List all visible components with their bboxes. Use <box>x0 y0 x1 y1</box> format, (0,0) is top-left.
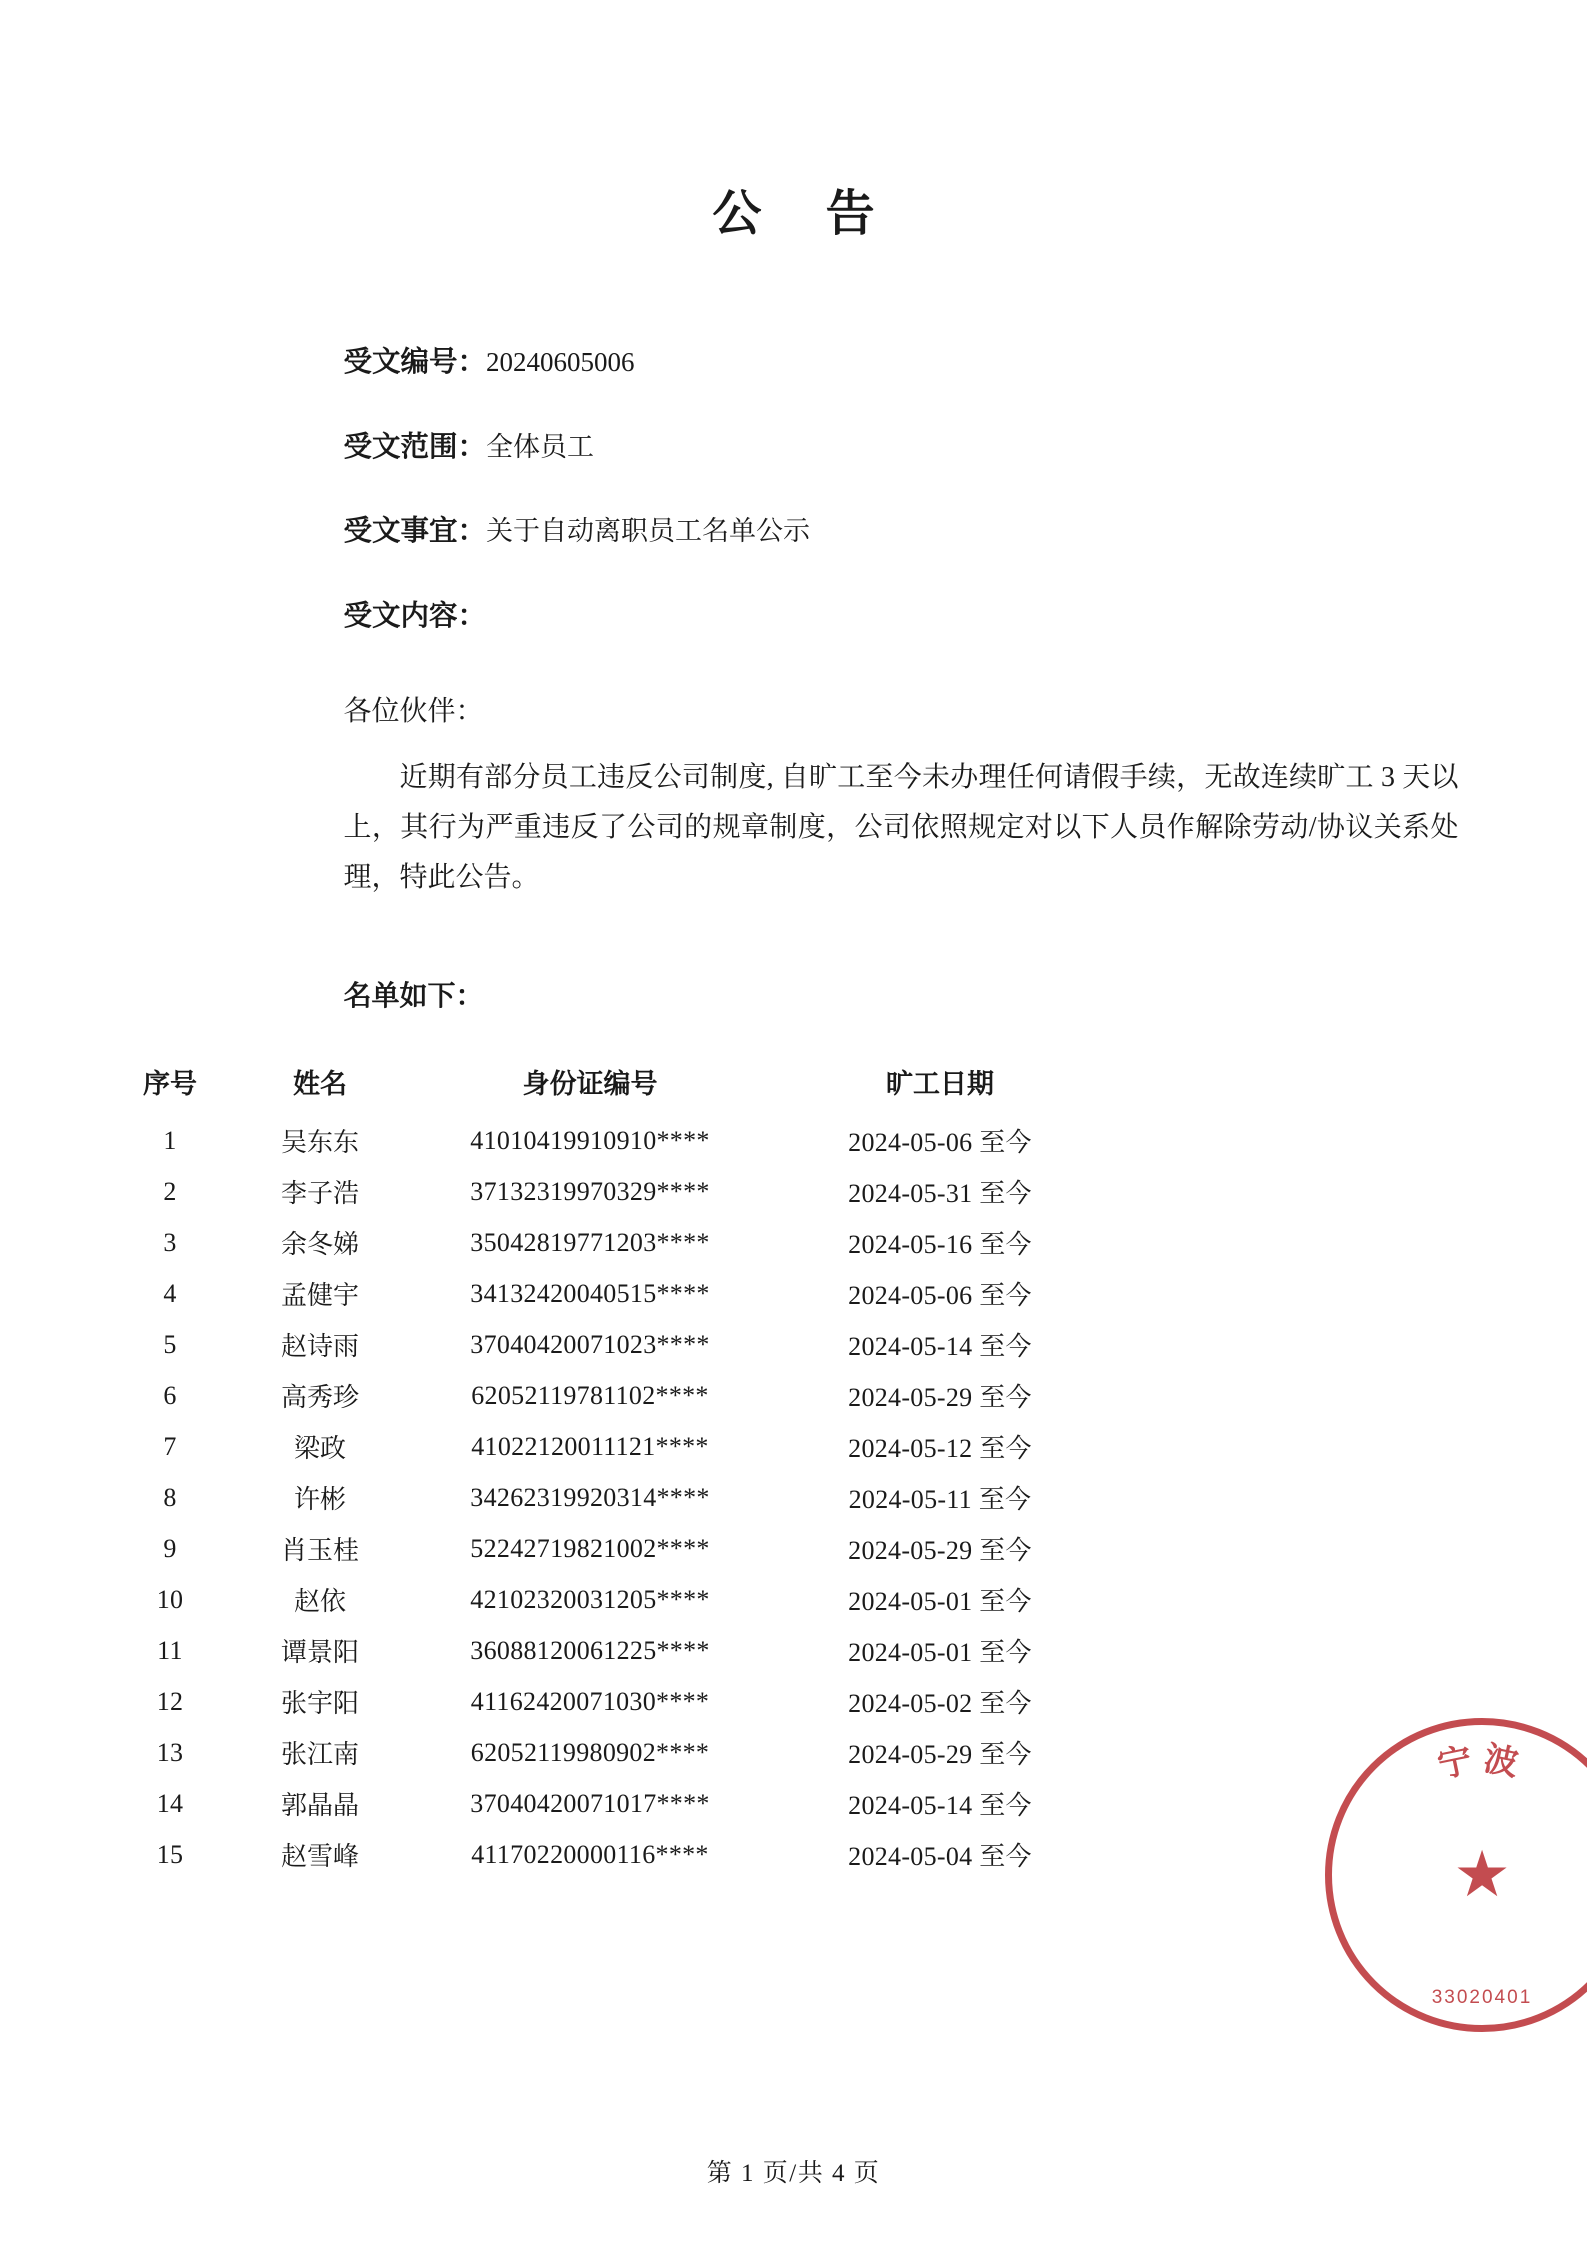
page-title: 公 告 <box>712 186 901 241</box>
cell-name: 张江南 <box>280 1740 359 1770</box>
cell-name: 李子浩 <box>280 1179 359 1209</box>
meta-label-document-number: 受文编号： <box>343 347 487 378</box>
salutation: 各位伙伴： <box>343 696 484 727</box>
svg-text:宁波 <box>1435 1740 1530 1786</box>
cell-index: 8 <box>163 1482 177 1512</box>
cell-id-number: 37040420071017**** <box>470 1788 710 1818</box>
document-body <box>234 347 1459 1014</box>
table-header-absence-date: 旷工日期 <box>886 1069 994 1100</box>
table-row <box>110 1676 1110 1727</box>
table-row <box>110 1166 1110 1217</box>
cell-index: 9 <box>163 1533 177 1563</box>
seal-text: 宁波 <box>1434 1740 1530 1786</box>
cell-absence-date: 2024-05-29 至今 <box>848 1383 1032 1413</box>
cell-index: 3 <box>163 1227 177 1257</box>
announcement-paragraph: 近期有部分员工违反公司制度, 自旷工至今未办理任何请假手续，无故连续旷工 3 天以上，其行为严重违反了公司的规章制度，公司依照规定对以下人员作解除劳动/协议关系处理，特此公告。 <box>343 762 1459 893</box>
table-row <box>110 1421 1110 1472</box>
cell-absence-date: 2024-05-12 至今 <box>848 1434 1032 1464</box>
cell-id-number: 37132319970329**** <box>470 1176 710 1206</box>
employee-table <box>110 1060 1110 1880</box>
company-seal-stamp <box>1325 1718 1587 2032</box>
cell-index: 14 <box>156 1788 184 1818</box>
cell-absence-date: 2024-05-29 至今 <box>848 1740 1032 1770</box>
cell-id-number: 52242719821002**** <box>470 1533 710 1563</box>
table-row <box>110 1472 1110 1523</box>
table-row <box>110 1778 1110 1829</box>
cell-name: 吴东东 <box>280 1128 359 1158</box>
cell-name: 许彬 <box>293 1485 346 1515</box>
cell-id-number: 41022120011121**** <box>471 1431 709 1461</box>
table-row <box>110 1319 1110 1370</box>
cell-absence-date: 2024-05-04 至今 <box>848 1842 1032 1872</box>
cell-name: 谭景阳 <box>280 1638 359 1668</box>
cell-absence-date: 2024-05-01 至今 <box>848 1587 1032 1617</box>
cell-index: 2 <box>163 1176 177 1206</box>
cell-id-number: 34262319920314**** <box>470 1482 710 1512</box>
table-row <box>110 1829 1110 1880</box>
cell-absence-date: 2024-05-06 至今 <box>848 1128 1032 1158</box>
cell-id-number: 41170220000116**** <box>471 1839 709 1869</box>
cell-index: 13 <box>156 1737 184 1767</box>
star-icon: ★ <box>1453 1839 1511 1910</box>
table-row <box>110 1370 1110 1421</box>
cell-absence-date: 2024-05-14 至今 <box>848 1332 1032 1362</box>
cell-index: 4 <box>163 1278 177 1308</box>
cell-index: 7 <box>163 1431 177 1461</box>
cell-id-number: 37040420071023**** <box>470 1329 710 1359</box>
table-row <box>110 1523 1110 1574</box>
cell-absence-date: 2024-05-16 至今 <box>848 1230 1032 1260</box>
table-row <box>110 1574 1110 1625</box>
cell-name: 赵依 <box>293 1587 346 1617</box>
cell-id-number: 41162420071030**** <box>470 1686 710 1716</box>
cell-absence-date: 2024-05-06 至今 <box>848 1281 1032 1311</box>
cell-absence-date: 2024-05-14 至今 <box>848 1791 1032 1821</box>
cell-absence-date: 2024-05-29 至今 <box>848 1536 1032 1566</box>
cell-index: 1 <box>163 1125 177 1155</box>
cell-name: 余冬娣 <box>280 1230 359 1260</box>
cell-absence-date: 2024-05-11 至今 <box>848 1485 1032 1515</box>
cell-name: 张宇阳 <box>280 1689 359 1719</box>
meta-label-subject: 受文事宜： <box>343 516 487 547</box>
meta-value-subject: 关于自动离职员工名单公示 <box>486 516 811 546</box>
cell-absence-date: 2024-05-02 至今 <box>848 1689 1032 1719</box>
cell-id-number: 36088120061225**** <box>470 1635 710 1665</box>
cell-name: 肖玉桂 <box>280 1536 359 1566</box>
cell-index: 6 <box>163 1380 177 1410</box>
meta-value-scope: 全体员工 <box>486 431 595 462</box>
meta-label-content: 受文内容： <box>343 600 487 632</box>
meta-row-document-number <box>344 349 1354 378</box>
cell-name: 郭晶晶 <box>280 1791 359 1821</box>
seal-arc-text <box>1332 1725 1587 2025</box>
cell-id-number: 41010419910910**** <box>470 1125 710 1155</box>
cell-name: 赵诗雨 <box>280 1332 359 1362</box>
cell-index: 12 <box>156 1686 184 1716</box>
meta-label-scope: 受文范围： <box>343 431 487 463</box>
page-footer: 第 1 页/共 4 页 <box>706 2160 881 2187</box>
table-row <box>110 1268 1110 1319</box>
cell-name: 高秀珍 <box>280 1383 359 1413</box>
table-header-id-number: 身份证编号 <box>522 1069 658 1100</box>
cell-index: 10 <box>156 1584 184 1614</box>
cell-absence-date: 2024-05-31 至今 <box>848 1179 1032 1209</box>
table-row <box>110 1727 1110 1778</box>
cell-name: 梁政 <box>293 1434 346 1464</box>
table-header-index: 序号 <box>143 1069 197 1100</box>
meta-value-document-number: 20240605006 <box>486 347 635 377</box>
cell-name: 孟健宇 <box>280 1281 359 1311</box>
table-row <box>110 1115 1110 1166</box>
table-header-name: 姓名 <box>293 1069 347 1100</box>
table-row <box>110 1625 1110 1676</box>
table-header-row <box>110 1060 1110 1115</box>
cell-id-number: 62052119980902**** <box>470 1737 710 1767</box>
cell-id-number: 35042819771203**** <box>470 1227 710 1257</box>
cell-id-number: 42102320031205**** <box>470 1584 710 1614</box>
meta-row-scope <box>343 431 1354 463</box>
cell-index: 5 <box>163 1329 177 1359</box>
cell-id-number: 62052119781102**** <box>471 1380 709 1410</box>
cell-index: 15 <box>156 1839 184 1869</box>
meta-row-subject <box>344 518 1354 547</box>
cell-index: 11 <box>157 1635 183 1665</box>
list-heading: 名单如下： <box>343 981 484 1013</box>
table-row <box>110 1217 1110 1268</box>
meta-row-content <box>343 600 1354 632</box>
cell-absence-date: 2024-05-01 至今 <box>848 1638 1032 1668</box>
cell-name: 赵雪峰 <box>280 1842 359 1872</box>
seal-code: 33020401 <box>1431 1987 1533 2008</box>
cell-id-number: 34132420040515**** <box>470 1278 710 1308</box>
